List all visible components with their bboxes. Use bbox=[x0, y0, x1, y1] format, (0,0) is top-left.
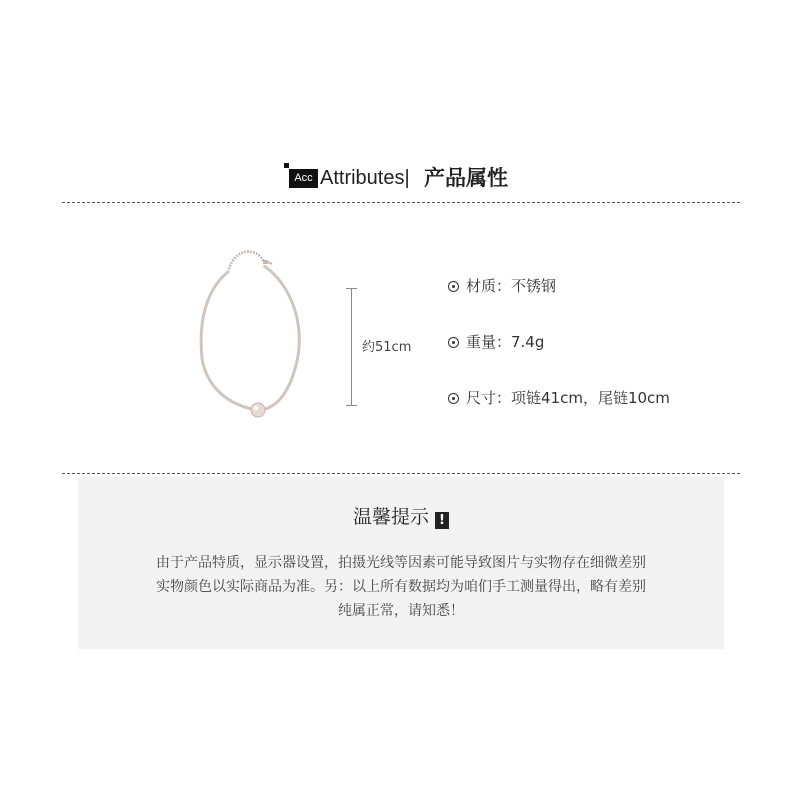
attribute-material-text: 材质：不锈钢 bbox=[466, 277, 557, 295]
attribute-size-text: 尺寸：项链41cm，尾链10cm bbox=[466, 389, 670, 407]
attribute-weight bbox=[448, 332, 544, 352]
warning-icon: ! bbox=[435, 512, 449, 529]
attributes-header bbox=[0, 160, 800, 196]
target-bullet-icon bbox=[448, 281, 459, 292]
divider-bottom bbox=[62, 473, 740, 474]
acc-badge: Acc bbox=[289, 169, 318, 188]
notice-title-text: 温馨提示 bbox=[352, 506, 429, 528]
length-indicator-bottom-cap bbox=[346, 405, 357, 406]
header-dot bbox=[284, 163, 289, 168]
divider-top bbox=[62, 202, 740, 203]
attribute-weight-text: 重量：7.4g bbox=[466, 333, 545, 351]
notice-line-3: 纯属正常，请知悉！ bbox=[338, 603, 464, 619]
attributes-label: Attributes| bbox=[320, 167, 410, 189]
notice-line-2: 实物颜色以实际商品为准。另：以上所有数据均为咱们手工测量得出，略有差别 bbox=[156, 579, 646, 595]
target-bullet-icon bbox=[448, 393, 459, 404]
length-label: 约51cm bbox=[362, 340, 412, 355]
length-indicator-line bbox=[351, 288, 352, 406]
pearl-necklace-icon bbox=[180, 238, 330, 438]
page-title: 产品属性 bbox=[424, 166, 508, 190]
attribute-material bbox=[448, 276, 556, 296]
notice-line-1: 由于产品特质，显示器设置，拍摄光线等因素可能导致图片与实物存在细微差别 bbox=[156, 555, 646, 571]
notice-panel bbox=[78, 477, 724, 649]
target-bullet-icon bbox=[448, 337, 459, 348]
attribute-size bbox=[448, 388, 670, 408]
notice-title bbox=[78, 505, 724, 529]
length-indicator-top-cap bbox=[346, 288, 357, 289]
